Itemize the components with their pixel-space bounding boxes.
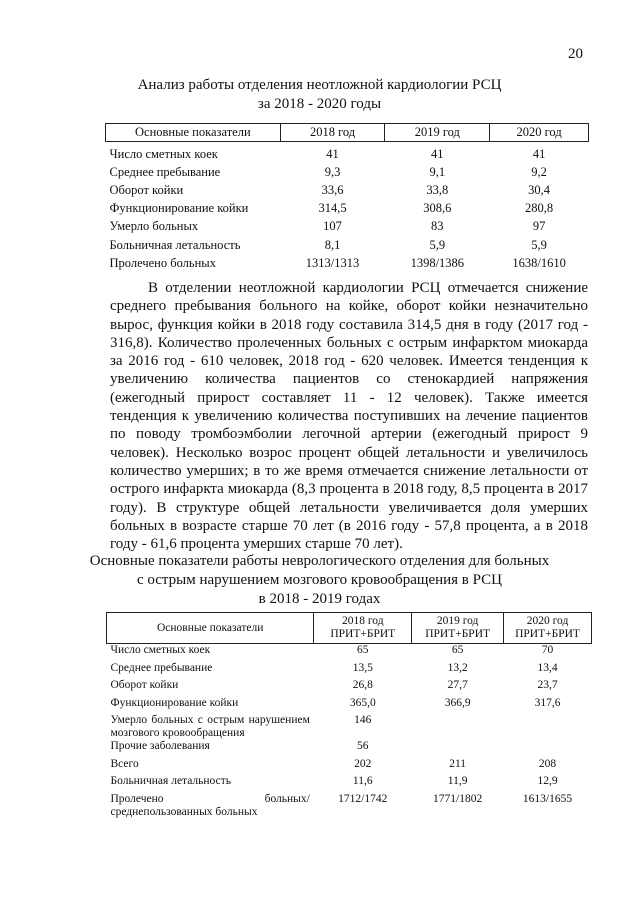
table-cell	[504, 740, 592, 758]
table-cell: 13,5	[352, 661, 373, 674]
table-cell: 23,7	[537, 679, 558, 691]
table-cell	[412, 714, 504, 740]
table-cell: 202	[354, 757, 372, 770]
table-cell: 280,8	[525, 201, 554, 216]
table-row	[106, 142, 589, 164]
table-cell: 97	[532, 219, 546, 234]
table-row	[107, 740, 592, 758]
table-cell: 9,1	[429, 164, 446, 179]
body-paragraph	[110, 279, 588, 553]
row-label: Прочие заболевания	[110, 740, 210, 752]
table2-title-line3: в 2018 - 2019 годах	[258, 591, 381, 607]
column-header: 2019 год ПРИТ+БРИТ	[412, 613, 504, 644]
table-cell: 65	[357, 644, 369, 656]
table-row	[107, 775, 592, 793]
column-header: 2019 год	[385, 124, 490, 142]
table2-title	[0, 552, 639, 609]
cardiology-table	[105, 123, 589, 272]
table2-title-line1: Основные показатели работы неврологического отделения для больных	[89, 553, 550, 569]
table-row	[107, 793, 592, 819]
table-cell: 1398/1386	[410, 255, 465, 270]
table-cell: 11,9	[447, 775, 468, 787]
table-cell: 11,6	[352, 775, 373, 787]
row-label: Функционирование койки	[109, 201, 249, 216]
table-row	[107, 679, 592, 697]
row-label: Функционирование койки	[110, 696, 239, 709]
table-header-row	[106, 124, 589, 142]
table2-title-line2: с острым нарушением мозгового кровообращения в РСЦ	[136, 572, 503, 588]
table1-title-line1: Анализ работы отделения неотложной кардиологии РСЦ	[137, 77, 502, 93]
row-label: Пролечено больных	[109, 255, 216, 270]
table-cell: 41	[532, 146, 546, 161]
column-header: 2020 год	[490, 124, 589, 142]
paragraph-text: В отделении неотложной кардиологии РСЦ отмечается снижение среднего пребывания больного на койке, оборот койки незначительно вырос, функция койки в 2018 году составила 314,5 дня в году (2017 год - 316,8). Количество пролеченных больных с острым инфарктом миокарда за 2016 год - 610 человек, 2018 год - 620 человек. Имеется тенденция к увеличению количества пациентов со стенокардией напряжения (ежегодный прирост составляет 11 - 12 человек). Также имеется тенденция к увеличению количества поступивших на лечение пациентов по поводу тромбоэмболии легочной артерии (ежегодный прирост 9 человек). Несколько возрос процент общей летальности и увеличилось количество умерших; в то же время отмечается снижение летальности от острого инфаркта миокарда (8,3 процента в 2018 году, 8,5 процента в 2017 году). В структуре общей летальности увеличивается доля умерших больных в возрасте старше 70 лет (в 2016 году - 57,8 процента, а в 2018 году - 61,6 процента умерших старше 70 лет).	[110, 280, 588, 553]
table2-body	[107, 644, 592, 819]
table-cell: 13,4	[537, 661, 558, 674]
table-row	[106, 218, 589, 236]
row-label: Оборот койки	[109, 182, 184, 197]
table-cell: 1638/1610	[512, 255, 566, 270]
table-cell: 107	[323, 219, 342, 234]
table1-title	[0, 76, 639, 114]
table-cell	[504, 714, 592, 740]
table-cell: 5,9	[429, 237, 446, 252]
column-header: Основные показатели	[107, 613, 314, 644]
table-cell: 41	[431, 146, 444, 161]
table-cell: 211	[449, 757, 467, 770]
table-row	[106, 200, 589, 218]
table-cell: 365,0	[349, 696, 376, 709]
table-row	[107, 662, 592, 680]
row-label: Всего	[110, 757, 139, 770]
table-cell	[412, 740, 504, 758]
table1-body	[106, 142, 589, 273]
table-row	[107, 644, 592, 662]
table-row	[106, 236, 589, 254]
table-row	[107, 697, 592, 715]
row-label: Среднее пребывание	[110, 661, 213, 674]
page-number: 20	[568, 46, 583, 62]
table-row	[106, 254, 589, 272]
table-cell: 33,8	[426, 182, 449, 197]
table-row	[106, 163, 589, 181]
table-cell: 1712/1742	[338, 792, 388, 805]
table-cell: 146	[354, 714, 372, 726]
table-cell: 83	[431, 219, 444, 234]
row-label: Больничная летальность	[109, 237, 241, 252]
table-cell: 1613/1655	[522, 792, 573, 805]
column-header: 2020 год ПРИТ+БРИТ	[504, 613, 592, 644]
row-label: Больничная летальность	[110, 775, 231, 787]
row-label: Среднее пребывание	[109, 164, 221, 179]
table-cell: 12,9	[537, 775, 558, 787]
table-cell: 70	[541, 644, 554, 656]
row-label: Умерло больных с острым нарушением мозгового кровообращения	[110, 714, 310, 739]
row-label: Оборот койки	[110, 679, 179, 691]
table-cell: 41	[326, 146, 339, 161]
table-row	[107, 758, 592, 776]
table-cell: 8,1	[324, 237, 341, 252]
column-header: Основные показатели	[106, 124, 281, 142]
table-cell: 27,7	[447, 679, 468, 691]
table-cell: 33,6	[321, 182, 344, 197]
table-cell: 314,5	[318, 201, 347, 216]
row-label: Число сметных коек	[110, 644, 211, 656]
table-row	[106, 181, 589, 199]
row-label: Умерло больных	[109, 219, 199, 234]
table-cell: 5,9	[531, 237, 547, 252]
row-label: Пролечено больных/ среднепользованных больных	[110, 792, 310, 818]
table-cell: 1313/1313	[305, 255, 360, 270]
table-row	[107, 714, 592, 740]
table1-title-line2: за 2018 - 2020 годы	[257, 96, 382, 112]
table-cell: 13,2	[447, 661, 468, 674]
table-cell: 9,2	[531, 164, 547, 179]
table-cell: 9,3	[324, 164, 341, 179]
column-header: 2018 год ПРИТ+БРИТ	[314, 613, 412, 644]
table-cell: 1771/1802	[433, 792, 483, 805]
table-cell: 208	[538, 757, 557, 770]
table-cell: 56	[357, 740, 369, 752]
table-cell: 366,9	[444, 696, 471, 709]
table-cell: 26,8	[352, 679, 373, 691]
neurology-table	[106, 612, 592, 819]
table-cell: 65	[451, 644, 464, 656]
table-header-row	[107, 613, 592, 644]
table-cell: 30,4	[528, 182, 551, 197]
table-cell: 317,6	[534, 696, 561, 709]
column-header: 2018 год	[280, 124, 385, 142]
row-label: Число сметных коек	[109, 146, 218, 161]
table-cell: 308,6	[423, 201, 452, 216]
